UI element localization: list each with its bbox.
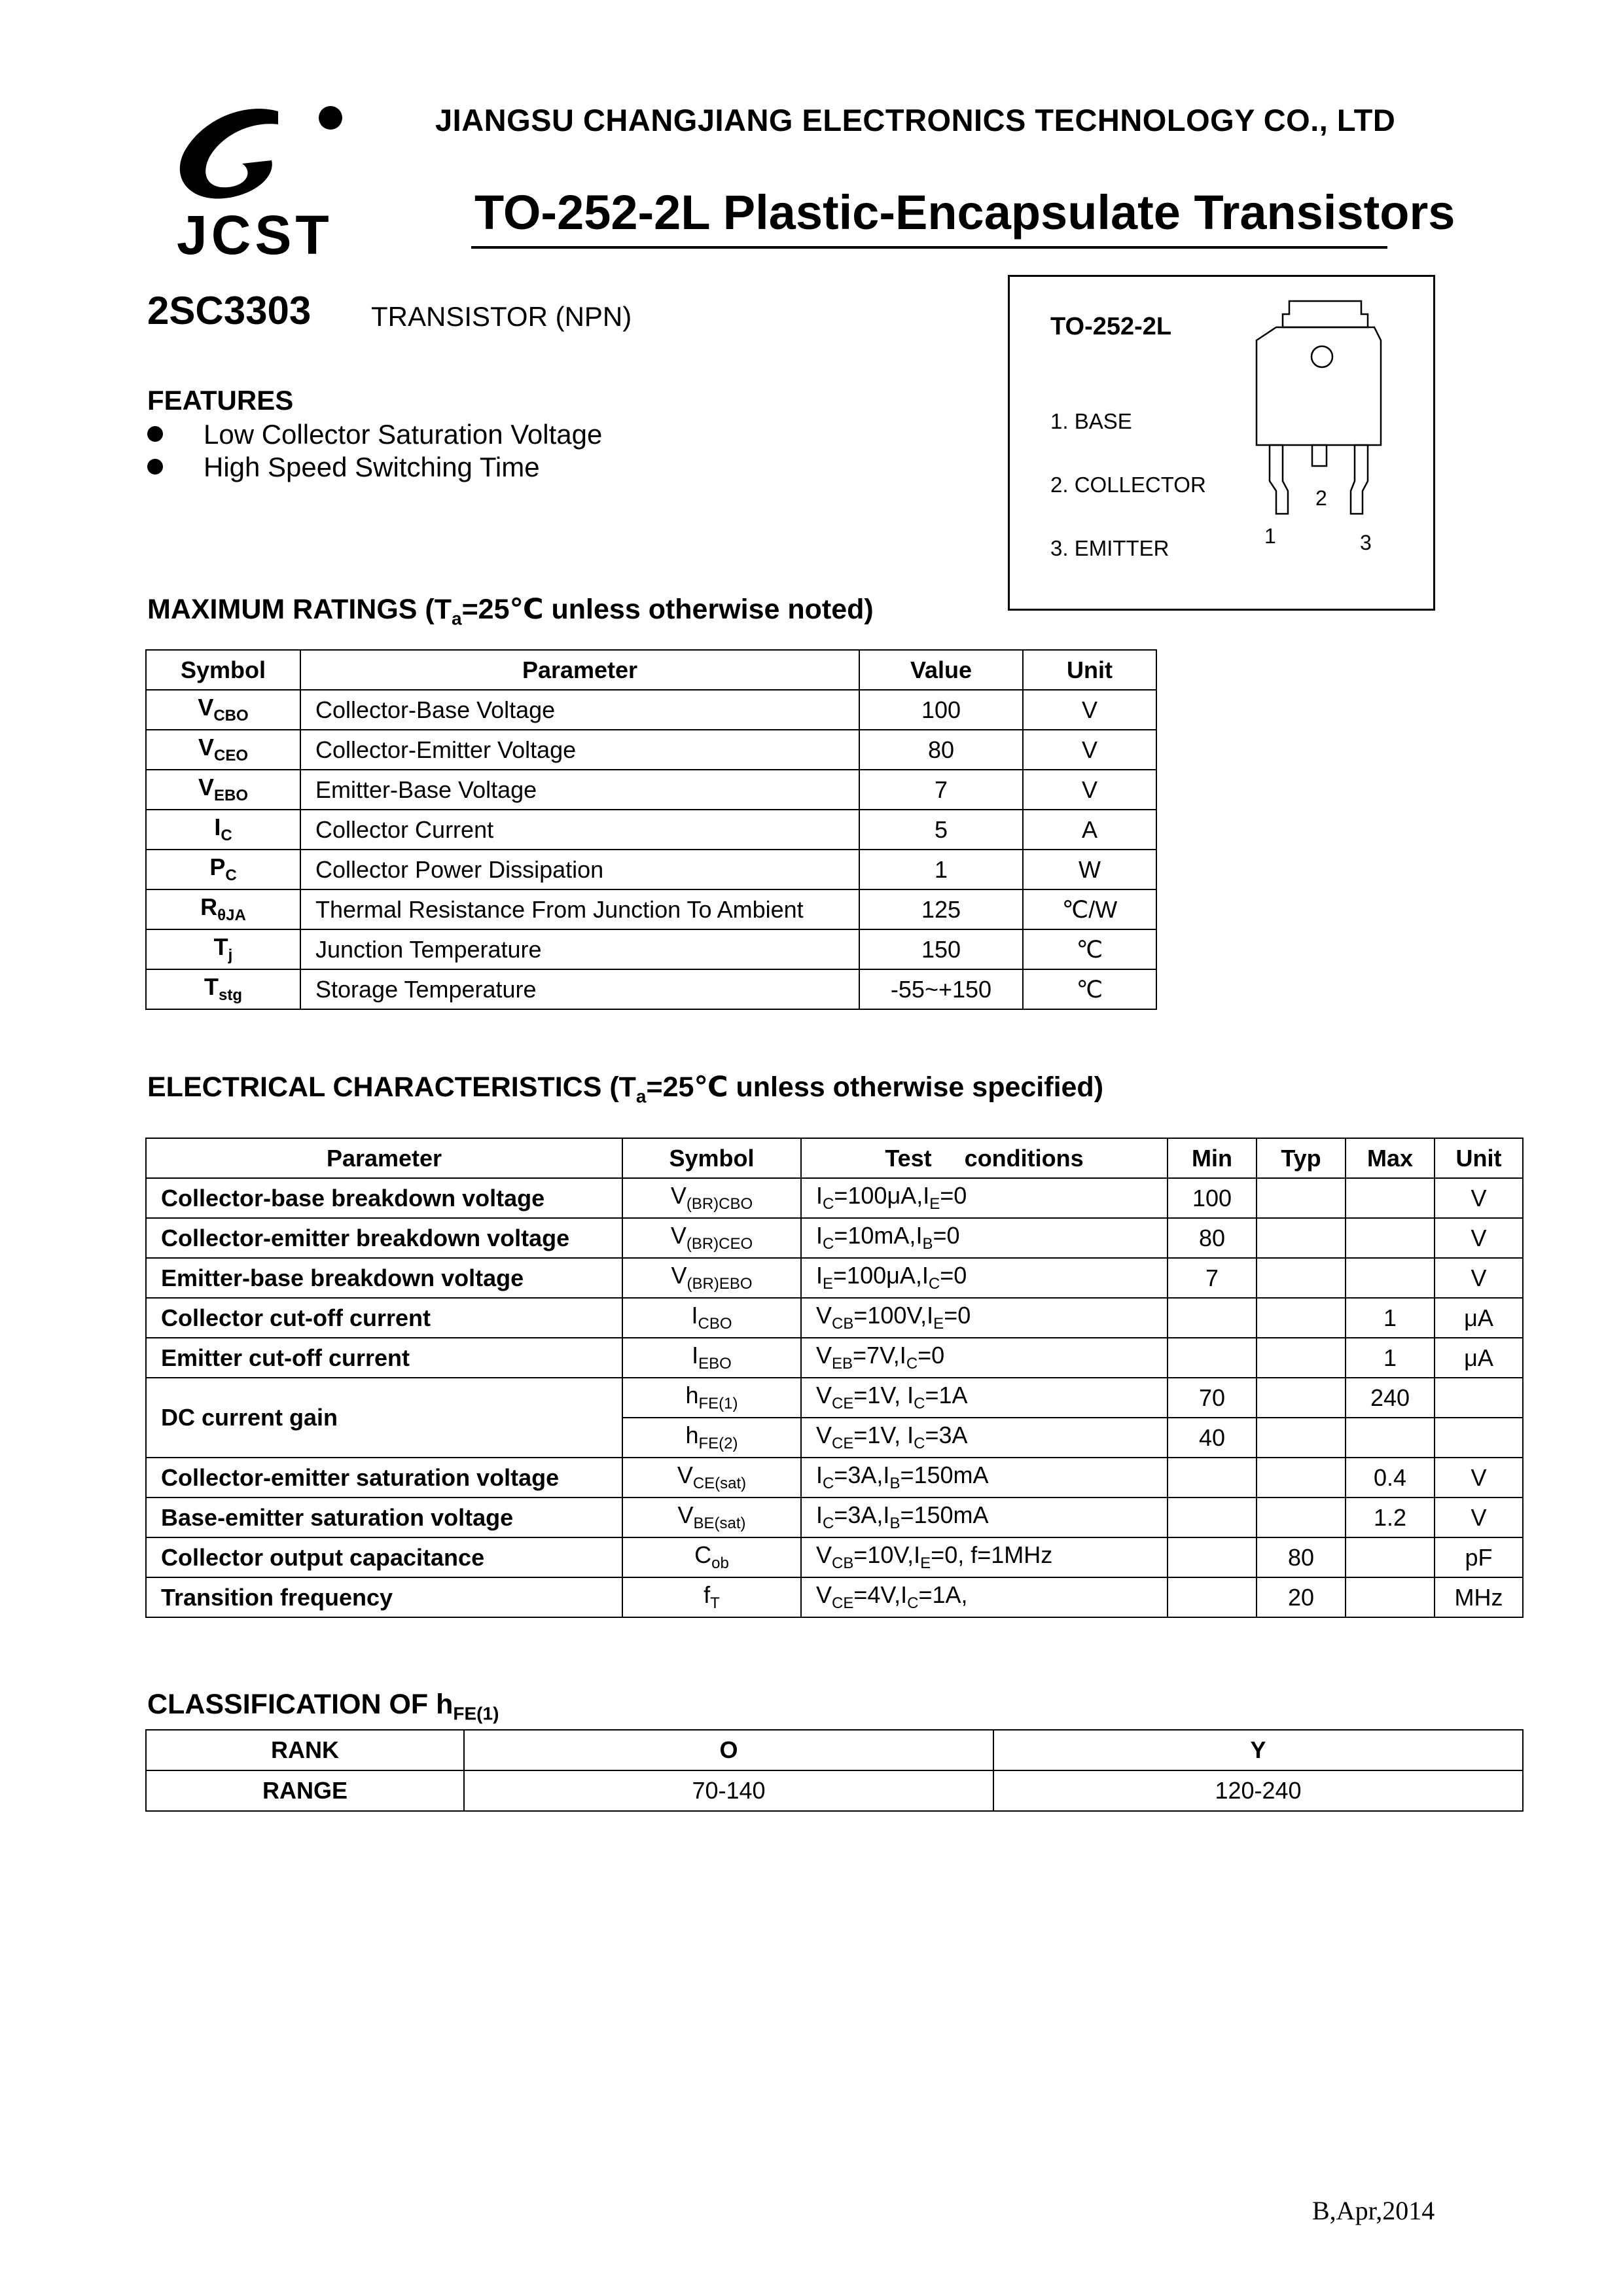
package-outline-drawing	[1243, 295, 1387, 569]
heading-text: ELECTRICAL CHARACTERISTICS (T	[147, 1071, 636, 1103]
min-cell: 80	[1168, 1218, 1257, 1258]
revision-date: B,Apr,2014	[1312, 2196, 1435, 2225]
min-cell	[1168, 1577, 1257, 1617]
symbol-cell	[146, 969, 300, 1009]
range-value: 120-240	[993, 1770, 1523, 1811]
parameter-cell: Emitter cut-off current	[146, 1338, 622, 1378]
table-row	[146, 889, 1156, 929]
max-ratings-table	[145, 649, 1157, 1010]
column-header: Unit	[1435, 1138, 1523, 1178]
symbol-subscript: FE(1)	[698, 1395, 738, 1413]
package-lead-left	[1270, 445, 1288, 514]
table-row	[146, 1178, 1523, 1218]
value-cell: 150	[859, 929, 1023, 969]
symbol-text: V	[198, 734, 214, 761]
symbol-text: h	[685, 1382, 699, 1409]
range-label: RANGE	[146, 1770, 464, 1811]
unit-cell: V	[1435, 1498, 1523, 1537]
condition-cell	[801, 1338, 1168, 1378]
electrical-heading	[147, 1071, 1103, 1107]
table-row	[146, 1258, 1523, 1298]
max-cell	[1346, 1537, 1435, 1577]
symbol-subscript: EBO	[214, 787, 249, 805]
condition-text: =1V,	[853, 1422, 908, 1449]
symbol-cell	[622, 1178, 801, 1218]
condition-subscript: C	[907, 1594, 919, 1613]
symbol-text: I	[691, 1302, 698, 1329]
table-row	[146, 810, 1156, 850]
min-cell	[1168, 1498, 1257, 1537]
bullet-icon	[147, 426, 163, 442]
symbol-text: f	[704, 1581, 711, 1609]
condition-subscript: C	[823, 1475, 834, 1493]
condition-text: =1A	[925, 1382, 968, 1409]
symbol-cell	[146, 730, 300, 770]
rank-value: O	[464, 1730, 993, 1770]
rank-value: Y	[993, 1730, 1523, 1770]
condition-text: I	[907, 1422, 914, 1449]
parameter-cell: Collector-base breakdown voltage	[146, 1178, 622, 1218]
unit-cell: μA	[1435, 1338, 1523, 1378]
symbol-text: V	[198, 774, 214, 801]
symbol-subscript: (BR)EBO	[687, 1275, 753, 1293]
symbol-text: V	[677, 1501, 694, 1529]
condition-subscript: B	[889, 1515, 901, 1533]
pin-label-base: 1. BASE	[1050, 409, 1132, 433]
unit-cell: V	[1023, 770, 1156, 810]
parameter-cell: Base-emitter saturation voltage	[146, 1498, 622, 1537]
table-row	[146, 1537, 1523, 1577]
unit-cell: MHz	[1435, 1577, 1523, 1617]
parameter-cell: Collector-emitter breakdown voltage	[146, 1218, 622, 1258]
package-center-stub	[1312, 445, 1327, 466]
rank-label: RANK	[146, 1730, 464, 1770]
symbol-text: I	[692, 1342, 699, 1369]
condition-text: =3A,	[834, 1501, 883, 1529]
value-cell: 7	[859, 770, 1023, 810]
condition-text: I	[816, 1182, 823, 1210]
condition-cell	[801, 1298, 1168, 1338]
condition-cell	[801, 1458, 1168, 1498]
typ-cell	[1257, 1338, 1346, 1378]
min-cell: 70	[1168, 1378, 1257, 1418]
parameter-cell: Thermal Resistance From Junction To Ambient	[300, 889, 859, 929]
symbol-subscript: CBO	[698, 1315, 732, 1333]
feature-text: Low Collector Saturation Voltage	[204, 419, 603, 450]
condition-subscript: E	[929, 1195, 940, 1213]
value-cell: 80	[859, 730, 1023, 770]
symbol-text: V	[677, 1462, 693, 1489]
column-header: Unit	[1023, 650, 1156, 690]
parameter-cell: Collector Power Dissipation	[300, 850, 859, 889]
condition-subscript: C	[928, 1275, 940, 1293]
symbol-subscript: stg	[219, 986, 242, 1005]
condition-subscript: EB	[832, 1355, 853, 1373]
max-cell	[1346, 1577, 1435, 1617]
condition-text: V	[816, 1302, 832, 1329]
table-row	[146, 1577, 1523, 1617]
condition-subscript: E	[823, 1275, 834, 1293]
condition-subscript: B	[922, 1235, 933, 1253]
unit-cell: A	[1023, 810, 1156, 850]
condition-text: =7V,	[853, 1342, 900, 1369]
range-value: 70-140	[464, 1770, 993, 1811]
condition-subscript: CE	[832, 1435, 854, 1453]
package-hole	[1311, 346, 1332, 367]
condition-cell	[801, 1178, 1168, 1218]
symbol-subscript: j	[228, 946, 233, 965]
symbol-cell	[146, 810, 300, 850]
condition-text: V	[816, 1342, 832, 1369]
symbol-cell	[622, 1338, 801, 1378]
condition-text: =1A,	[918, 1581, 968, 1609]
part-description: TRANSISTOR (NPN)	[371, 301, 632, 332]
condition-text: =0	[933, 1222, 960, 1249]
condition-cell	[801, 1378, 1168, 1418]
symbol-cell	[622, 1218, 801, 1258]
pin-label-collector: 2. COLLECTOR	[1050, 473, 1206, 497]
classification-table	[145, 1729, 1524, 1812]
condition-text: V	[816, 1581, 832, 1609]
symbol-cell	[622, 1258, 801, 1298]
condition-subscript: CB	[832, 1554, 854, 1573]
typ-cell	[1257, 1258, 1346, 1298]
feature-text: High Speed Switching Time	[204, 452, 540, 482]
max-cell: 240	[1346, 1378, 1435, 1418]
table-row	[146, 1770, 1523, 1811]
package-tab	[1283, 301, 1368, 327]
condition-subscript: C	[906, 1355, 918, 1373]
condition-subscript: CB	[832, 1315, 854, 1333]
min-cell	[1168, 1338, 1257, 1378]
pin-label-emitter: 3. EMITTER	[1050, 536, 1169, 560]
column-header: Test conditions	[801, 1138, 1168, 1178]
pin-number: 1	[1264, 524, 1276, 548]
condition-text: =0	[940, 1182, 967, 1210]
bullet-icon	[147, 459, 163, 475]
symbol-text: T	[213, 933, 228, 961]
max-cell	[1346, 1418, 1435, 1458]
max-cell: 1.2	[1346, 1498, 1435, 1537]
condition-subscript: E	[933, 1315, 944, 1333]
symbol-subscript: CBO	[213, 707, 249, 725]
page-title: TO-252-2L Plastic-Encapsulate Transistors	[474, 185, 1455, 240]
company-name: JIANGSU CHANGJIANG ELECTRONICS TECHNOLOGY CO., LTD	[435, 103, 1396, 137]
heading-text: CLASSIFICATION OF h	[147, 1689, 454, 1720]
symbol-cell	[146, 770, 300, 810]
symbol-text: h	[685, 1422, 699, 1449]
table-row	[146, 969, 1156, 1009]
value-cell: 1	[859, 850, 1023, 889]
parameter-cell: Collector cut-off current	[146, 1298, 622, 1338]
value-cell: 125	[859, 889, 1023, 929]
condition-text: =0	[940, 1262, 967, 1289]
feature-item	[147, 452, 540, 483]
parameter-cell: Collector-emitter saturation voltage	[146, 1458, 622, 1498]
heading-text: MAXIMUM RATINGS (T	[147, 594, 452, 625]
symbol-cell	[146, 929, 300, 969]
symbol-subscript: CE(sat)	[692, 1475, 747, 1493]
table-row	[146, 850, 1156, 889]
pin-number: 3	[1360, 531, 1372, 554]
condition-text: =100V,	[853, 1302, 927, 1329]
symbol-subscript: θJA	[217, 906, 246, 925]
typ-cell: 20	[1257, 1577, 1346, 1617]
max-cell: 1	[1346, 1298, 1435, 1338]
parameter-cell: Storage Temperature	[300, 969, 859, 1009]
unit-cell: V	[1435, 1458, 1523, 1498]
parameter-cell: DC current gain	[146, 1378, 622, 1458]
symbol-subscript: CEO	[214, 747, 249, 765]
features-heading: FEATURES	[147, 385, 294, 416]
min-cell	[1168, 1537, 1257, 1577]
symbol-subscript: FE(2)	[698, 1435, 738, 1453]
table-row	[146, 1218, 1523, 1258]
parameter-cell: Emitter-Base Voltage	[300, 770, 859, 810]
parameter-cell: Collector-Emitter Voltage	[300, 730, 859, 770]
table-row	[146, 1730, 1523, 1770]
condition-text: I	[883, 1501, 890, 1529]
symbol-cell	[622, 1378, 801, 1418]
package-lead-right	[1351, 445, 1368, 514]
condition-subscript: B	[889, 1475, 901, 1493]
condition-cell	[801, 1258, 1168, 1298]
condition-text: V	[816, 1541, 832, 1569]
unit-cell: V	[1023, 730, 1156, 770]
condition-text: I	[927, 1302, 934, 1329]
symbol-text: T	[204, 973, 219, 1001]
typ-cell	[1257, 1418, 1346, 1458]
column-header: Max	[1346, 1138, 1435, 1178]
condition-text: =1V,	[853, 1382, 908, 1409]
unit-cell: V	[1435, 1258, 1523, 1298]
symbol-text: V	[670, 1182, 687, 1210]
table-row	[146, 1298, 1523, 1338]
typ-cell	[1257, 1218, 1346, 1258]
unit-cell: pF	[1435, 1537, 1523, 1577]
package-name: TO-252-2L	[1050, 313, 1172, 340]
symbol-text: R	[200, 893, 218, 921]
max-ratings-heading	[147, 593, 874, 630]
symbol-subscript: (BR)CBO	[686, 1195, 753, 1213]
condition-cell	[801, 1537, 1168, 1577]
column-header: Parameter	[300, 650, 859, 690]
title-underline	[471, 246, 1387, 249]
symbol-cell	[622, 1418, 801, 1458]
condition-subscript: CE	[832, 1594, 854, 1613]
parameter-cell: Collector-Base Voltage	[300, 690, 859, 730]
symbol-cell	[622, 1537, 801, 1577]
condition-subscript: C	[914, 1435, 925, 1453]
column-header: Min	[1168, 1138, 1257, 1178]
condition-text: I	[816, 1462, 823, 1489]
parameter-cell: Emitter-base breakdown voltage	[146, 1258, 622, 1298]
condition-text: =100μA,	[833, 1262, 922, 1289]
electrical-table	[145, 1138, 1524, 1618]
symbol-subscript: (BR)CEO	[686, 1235, 753, 1253]
symbol-text: C	[694, 1541, 712, 1569]
table-row	[146, 929, 1156, 969]
condition-cell	[801, 1577, 1168, 1617]
table-row	[146, 690, 1156, 730]
condition-text: I	[816, 1222, 823, 1249]
table-row	[146, 730, 1156, 770]
min-cell	[1168, 1298, 1257, 1338]
unit-cell: V	[1435, 1218, 1523, 1258]
symbol-cell	[622, 1298, 801, 1338]
parameter-cell: Collector Current	[300, 810, 859, 850]
value-cell: 100	[859, 690, 1023, 730]
symbol-subscript: T	[710, 1594, 720, 1613]
typ-cell	[1257, 1458, 1346, 1498]
typ-cell	[1257, 1378, 1346, 1418]
condition-subscript: C	[823, 1195, 834, 1213]
symbol-text: V	[198, 694, 214, 721]
unit-cell: V	[1435, 1178, 1523, 1218]
value-cell: -55~+150	[859, 969, 1023, 1009]
symbol-cell	[622, 1458, 801, 1498]
unit-cell	[1435, 1378, 1523, 1418]
heading-subscript: a	[451, 608, 462, 629]
symbol-subscript: C	[225, 867, 237, 885]
condition-text: I	[907, 1382, 914, 1409]
condition-text: =0, f=1MHz	[931, 1541, 1053, 1569]
condition-text: =3A	[925, 1422, 968, 1449]
condition-text: =0	[918, 1342, 945, 1369]
condition-text: I	[901, 1581, 908, 1609]
column-header: Typ	[1257, 1138, 1346, 1178]
condition-cell	[801, 1218, 1168, 1258]
max-cell	[1346, 1178, 1435, 1218]
condition-text: =100μA,	[834, 1182, 923, 1210]
condition-text: I	[816, 1501, 823, 1529]
symbol-cell	[146, 850, 300, 889]
symbol-cell	[146, 690, 300, 730]
table-row	[146, 1498, 1523, 1537]
condition-text: I	[923, 1182, 930, 1210]
symbol-subscript: EBO	[698, 1355, 732, 1373]
symbol-subscript: C	[221, 827, 232, 845]
parameter-cell: Transition frequency	[146, 1577, 622, 1617]
condition-text: =150mA	[900, 1462, 989, 1489]
symbol-cell	[622, 1498, 801, 1537]
condition-cell	[801, 1418, 1168, 1458]
condition-text: =4V,	[853, 1581, 901, 1609]
table-row	[146, 1458, 1523, 1498]
symbol-cell	[622, 1577, 801, 1617]
table-row	[146, 1378, 1523, 1418]
part-number: 2SC3303	[147, 289, 312, 332]
logo-swoosh	[180, 109, 278, 198]
unit-cell	[1435, 1418, 1523, 1458]
condition-text: V	[816, 1382, 832, 1409]
typ-cell	[1257, 1178, 1346, 1218]
symbol-text: P	[209, 853, 226, 881]
condition-text: I	[883, 1462, 890, 1489]
classification-heading	[147, 1689, 499, 1725]
max-cell: 1	[1346, 1338, 1435, 1378]
max-cell	[1346, 1258, 1435, 1298]
typ-cell	[1257, 1498, 1346, 1537]
condition-text: =150mA	[900, 1501, 989, 1529]
condition-text: I	[916, 1222, 923, 1249]
condition-text: V	[816, 1422, 832, 1449]
condition-text: =0	[944, 1302, 971, 1329]
symbol-subscript: BE(sat)	[693, 1515, 746, 1533]
unit-cell: ℃	[1023, 969, 1156, 1009]
unit-cell: ℃	[1023, 929, 1156, 969]
table-header-row	[146, 650, 1156, 690]
table-row	[146, 1338, 1523, 1378]
condition-subscript: C	[914, 1395, 925, 1413]
unit-cell: ℃/W	[1023, 889, 1156, 929]
symbol-subscript: ob	[711, 1554, 729, 1573]
max-cell: 0.4	[1346, 1458, 1435, 1498]
condition-text: =3A,	[834, 1462, 883, 1489]
max-cell	[1346, 1218, 1435, 1258]
symbol-cell	[146, 889, 300, 929]
condition-subscript: C	[823, 1515, 834, 1533]
condition-text: I	[816, 1262, 823, 1289]
symbol-text: V	[671, 1262, 687, 1289]
value-cell: 5	[859, 810, 1023, 850]
condition-text: =10mA,	[834, 1222, 916, 1249]
table-header-row	[146, 1138, 1523, 1178]
min-cell	[1168, 1458, 1257, 1498]
unit-cell: μA	[1435, 1298, 1523, 1338]
jcst-logo	[164, 98, 347, 262]
unit-cell: W	[1023, 850, 1156, 889]
symbol-text: V	[670, 1222, 687, 1249]
condition-cell	[801, 1498, 1168, 1537]
parameter-cell: Junction Temperature	[300, 929, 859, 969]
min-cell: 7	[1168, 1258, 1257, 1298]
heading-subscript: a	[635, 1086, 647, 1107]
condition-text: I	[899, 1342, 906, 1369]
heading-subscript: FE(1)	[453, 1703, 499, 1724]
heading-text: =25℃ unless otherwise noted)	[461, 594, 874, 625]
table-row	[146, 770, 1156, 810]
pin-number: 2	[1315, 486, 1327, 510]
feature-item	[147, 419, 602, 450]
unit-cell: V	[1023, 690, 1156, 730]
min-cell: 100	[1168, 1178, 1257, 1218]
condition-subscript: E	[920, 1554, 931, 1573]
column-header: Value	[859, 650, 1023, 690]
logo-dot	[319, 106, 342, 130]
parameter-cell: Collector output capacitance	[146, 1537, 622, 1577]
condition-subscript: C	[823, 1235, 834, 1253]
typ-cell	[1257, 1298, 1346, 1338]
heading-text: =25℃ unless otherwise specified)	[646, 1071, 1104, 1103]
condition-subscript: CE	[832, 1395, 854, 1413]
logo-text: JCST	[177, 204, 333, 262]
condition-text: I	[921, 1262, 929, 1289]
column-header: Parameter	[146, 1138, 622, 1178]
column-header: Symbol	[146, 650, 300, 690]
condition-text: I	[914, 1541, 921, 1569]
symbol-text: I	[214, 814, 221, 841]
typ-cell: 80	[1257, 1537, 1346, 1577]
min-cell: 40	[1168, 1418, 1257, 1458]
column-header: Symbol	[622, 1138, 801, 1178]
package-body	[1257, 327, 1381, 445]
condition-text: =10V,	[853, 1541, 914, 1569]
